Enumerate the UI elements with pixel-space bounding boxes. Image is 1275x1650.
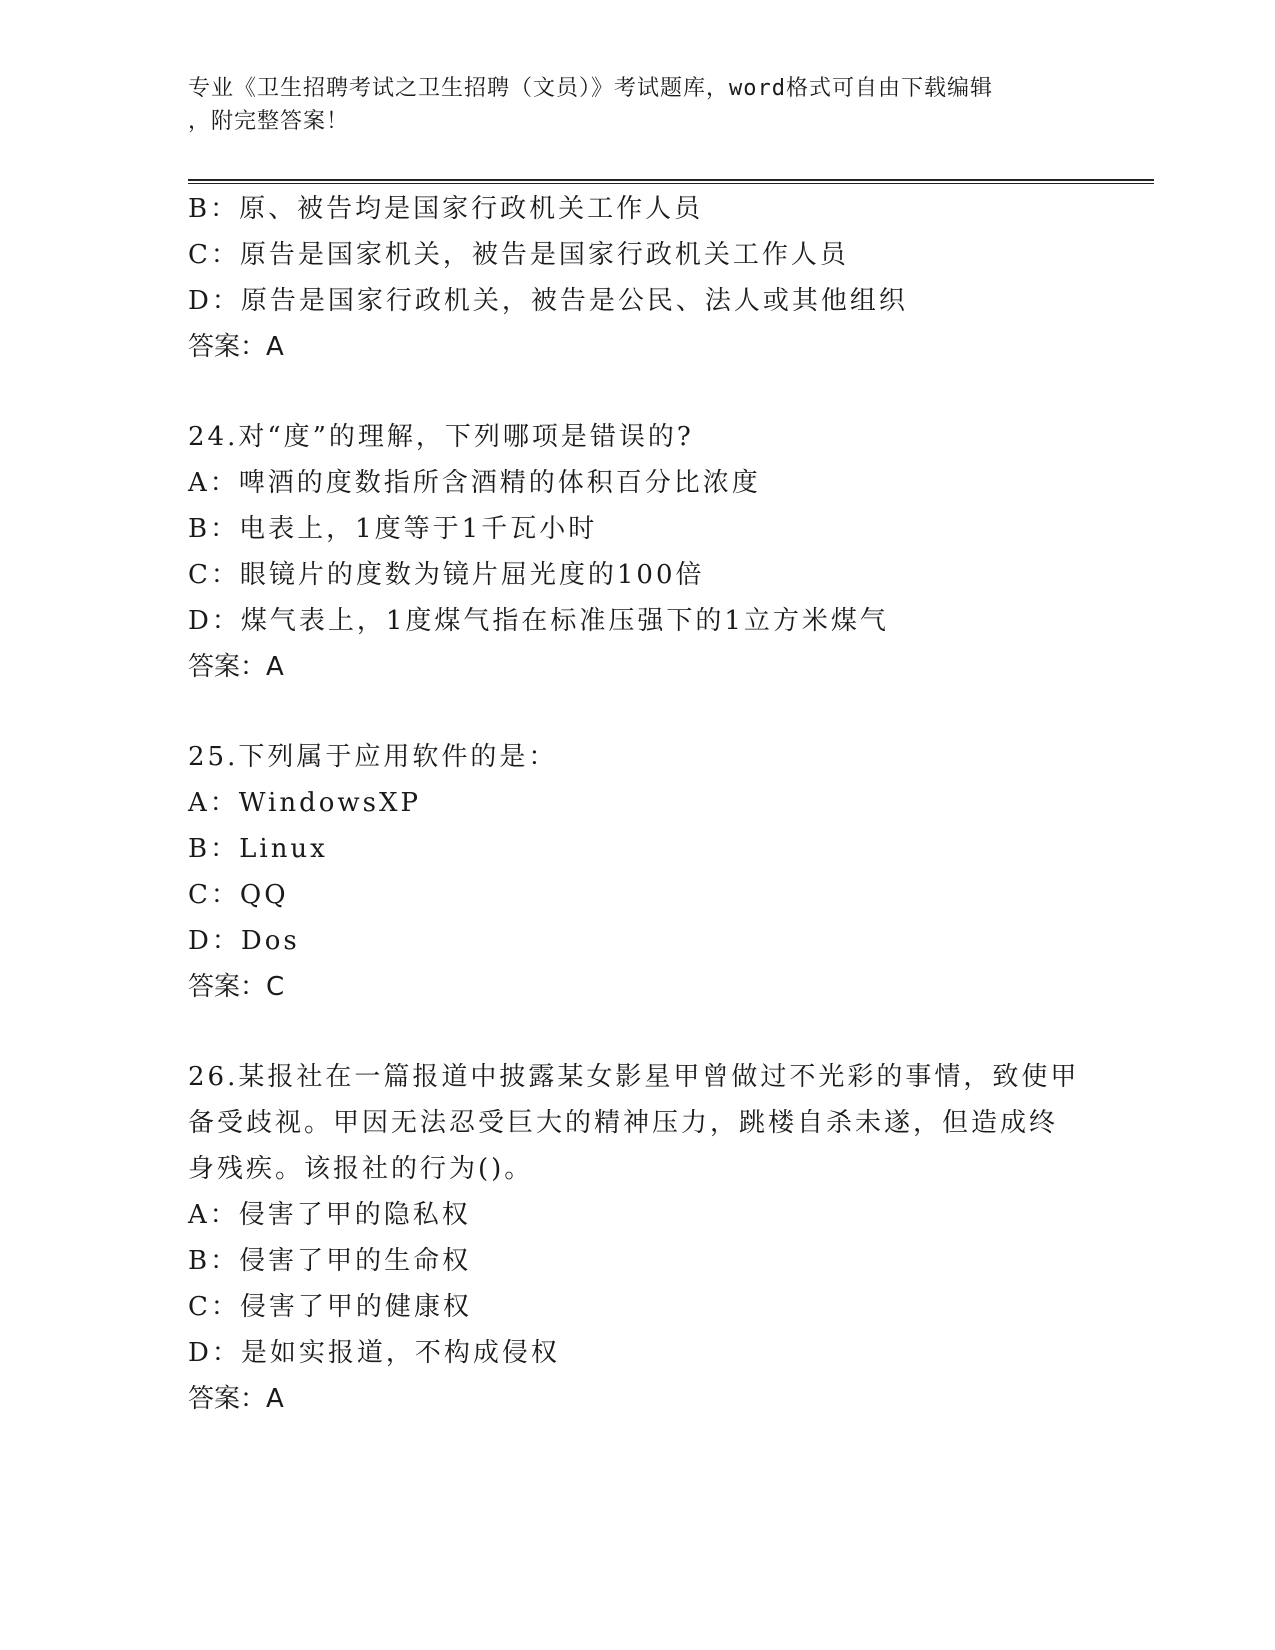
header-divider-thick	[188, 179, 1154, 181]
option-c: C：QQ	[188, 880, 289, 910]
header-divider-thin	[188, 183, 1154, 184]
option-d: D：原告是国家行政机关，被告是公民、法人或其他组织	[188, 286, 908, 316]
option-b: B：原、被告均是国家行政机关工作人员	[188, 194, 704, 224]
question-stem-line-3: 身残疾。该报社的行为()。	[188, 1154, 534, 1184]
option-c: C：原告是国家机关，被告是国家行政机关工作人员	[188, 240, 849, 270]
option-b: B：电表上，1度等于1千瓦小时	[188, 514, 598, 544]
option-c: C：眼镜片的度数为镜片屈光度的100倍	[188, 560, 705, 590]
question-24	[188, 414, 1088, 690]
header-line-1: 专业《卫生招聘考试之卫生招聘（文员）》考试题库，word格式可自由下载编辑	[188, 76, 993, 101]
answer-label: 答案：C	[188, 972, 285, 1002]
answer-label: 答案：A	[188, 332, 284, 362]
question-list	[188, 186, 1088, 1422]
answer-label: 答案：A	[188, 1384, 284, 1414]
question-stem-line-1: 26.某报社在一篇报道中披露某女影星甲曾做过不光彩的事情，致使甲	[188, 1062, 1080, 1092]
option-a: A：侵害了甲的隐私权	[188, 1200, 471, 1230]
question-stem: 24.对“度”的理解，下列哪项是错误的?	[188, 422, 694, 452]
answer-label: 答案：A	[188, 652, 284, 682]
option-b: B：侵害了甲的生命权	[188, 1246, 472, 1276]
question-25	[188, 734, 1088, 1010]
option-d: D：是如实报道，不构成侵权	[188, 1338, 560, 1368]
option-c: C：侵害了甲的健康权	[188, 1292, 472, 1322]
spacer	[188, 1010, 1088, 1054]
option-d: D：Dos	[188, 926, 300, 956]
question-26	[188, 1054, 1088, 1422]
spacer	[188, 370, 1088, 414]
question-stem-line-2: 备受歧视。甲因无法忍受巨大的精神压力，跳楼自杀未遂，但造成终	[188, 1108, 1059, 1138]
option-d: D：煤气表上，1度煤气指在标准压强下的1立方米煤气	[188, 606, 889, 636]
document-header	[188, 72, 1088, 138]
option-a: A：啤酒的度数指所含酒精的体积百分比浓度	[188, 468, 761, 498]
question-23-continued	[188, 186, 1088, 370]
option-b: B：Linux	[188, 834, 328, 864]
option-a: A：WindowsXP	[188, 788, 422, 818]
question-stem: 25.下列属于应用软件的是：	[188, 742, 558, 772]
header-line-2: ，附完整答案！	[188, 109, 350, 134]
spacer	[188, 690, 1088, 734]
